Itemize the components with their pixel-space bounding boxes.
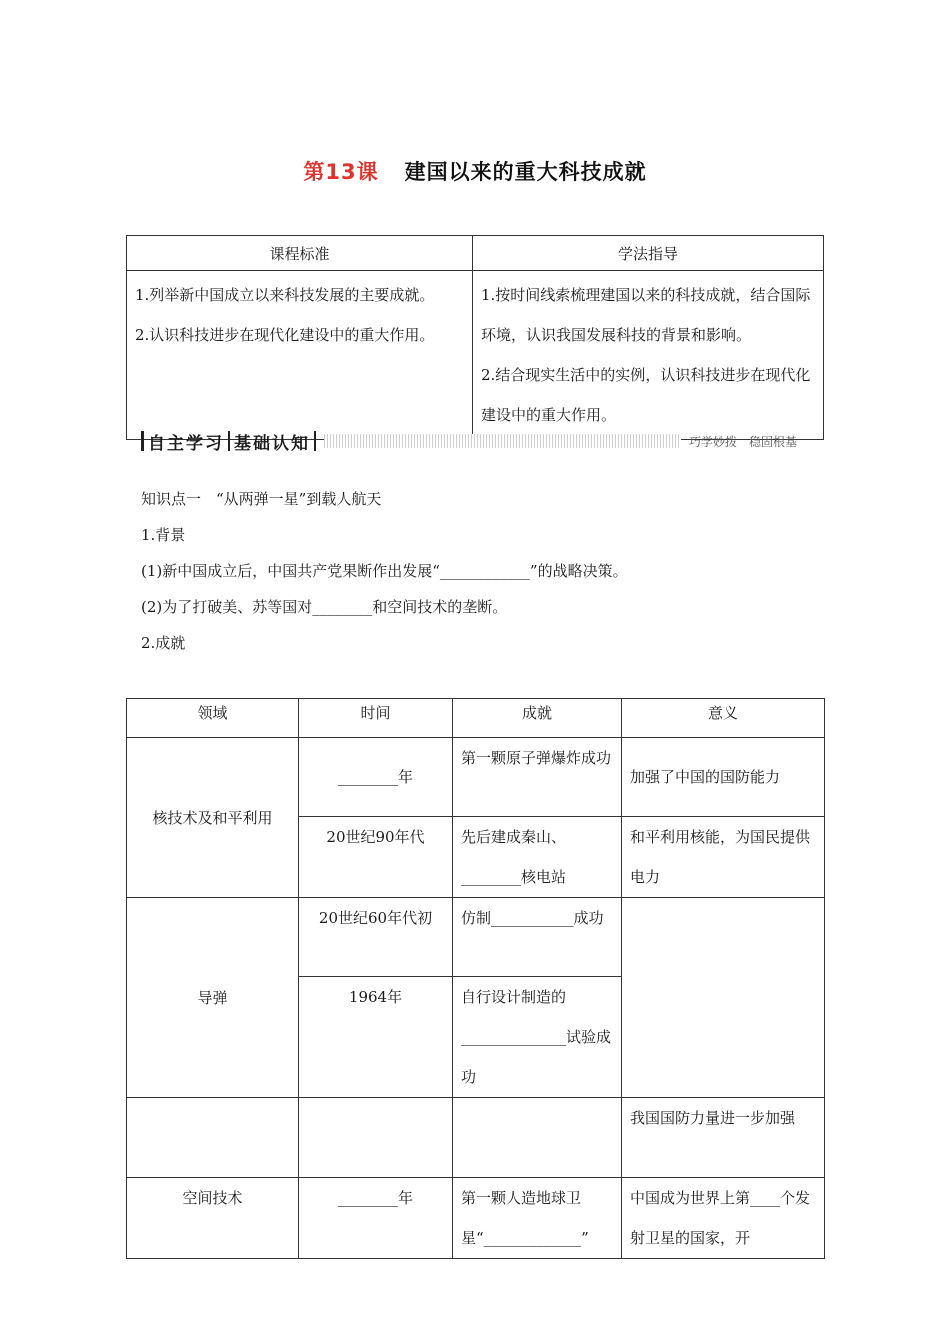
lesson-number: 第13课 <box>303 160 379 184</box>
significance-cell: 中国成为世界上第____个发射卫星的国家，开 <box>622 1178 825 1259</box>
guidance-cell <box>473 271 824 440</box>
page-title <box>0 156 950 186</box>
standards-header: 课程标准 <box>127 236 473 271</box>
achievement-cell: 自行设计制造的______________试验成功 <box>453 977 622 1098</box>
achievement-cell: 第一颗人造地球卫星“_____________” <box>453 1178 622 1259</box>
guidance-header: 学法指导 <box>473 236 824 271</box>
standard-item: 1.列举新中国成立以来科技发展的主要成就。 <box>135 286 435 304</box>
header-significance: 意义 <box>622 699 825 738</box>
significance-cell: 加强了中国的国防能力 <box>622 738 825 817</box>
field-space: 空间技术 <box>127 1178 299 1259</box>
header-field: 领域 <box>127 699 299 738</box>
achievement-cell: 仿制___________成功 <box>453 898 622 977</box>
achievements-table <box>126 698 825 1259</box>
standard-item: 2.认识科技进步在现代化建设中的重大作用。 <box>135 326 435 344</box>
guidance-item: 2.结合现实生活中的实例，认识科技进步在现代化建设中的重大作用。 <box>481 366 811 424</box>
time-cell: ________年 <box>299 1178 453 1259</box>
significance-cell-empty <box>622 898 825 1098</box>
achievement-cell: 先后建成秦山、________核电站 <box>453 817 622 898</box>
header-achievement: 成就 <box>453 699 622 738</box>
background-item-2: (2)为了打破美、苏等国对________和空间技术的垄断。 <box>141 598 508 616</box>
achievements-title: 2.成就 <box>141 634 186 652</box>
achievement-cell: 第一颗原子弹爆炸成功 <box>453 738 622 817</box>
banner-stripe <box>324 434 681 448</box>
lesson-name: 建国以来的重大科技成就 <box>404 160 647 184</box>
field-nuclear: 核技术及和平利用 <box>127 738 299 898</box>
time-cell: 20世纪90年代 <box>299 817 453 898</box>
header-time: 时间 <box>299 699 453 738</box>
standards-cell <box>127 271 473 440</box>
guidance-item: 1.按时间线索梳理建国以来的科技成就，结合国际环境，认识我国发展科技的背景和影响。 <box>481 286 811 344</box>
background-item-1: (1)新中国成立后，中国共产党果断作出发展“____________”的战略决策。 <box>141 562 628 580</box>
time-cell: ________年 <box>299 738 453 817</box>
blank-field-cell <box>127 1098 299 1178</box>
significance-cell: 我国国防力量进一步加强 <box>622 1098 825 1178</box>
time-cell: 1964年 <box>299 977 453 1098</box>
blank-achievement-cell <box>453 1098 622 1178</box>
standards-table <box>126 235 824 440</box>
section-banner <box>141 430 811 452</box>
time-cell: 20世纪60年代初 <box>299 898 453 977</box>
background-title: 1.背景 <box>141 526 186 544</box>
significance-cell: 和平利用核能，为国民提供电力 <box>622 817 825 898</box>
banner-motto: 巧学妙拨 稳固根基 <box>688 434 797 449</box>
banner-label-basics: 基础认知 <box>234 433 310 454</box>
banner-label-self-study: 自主学习 <box>148 433 224 454</box>
blank-time-cell <box>299 1098 453 1178</box>
field-missile: 导弹 <box>127 898 299 1098</box>
knowledge-heading: 知识点一 “从两弹一星”到载人航天 <box>141 490 382 508</box>
